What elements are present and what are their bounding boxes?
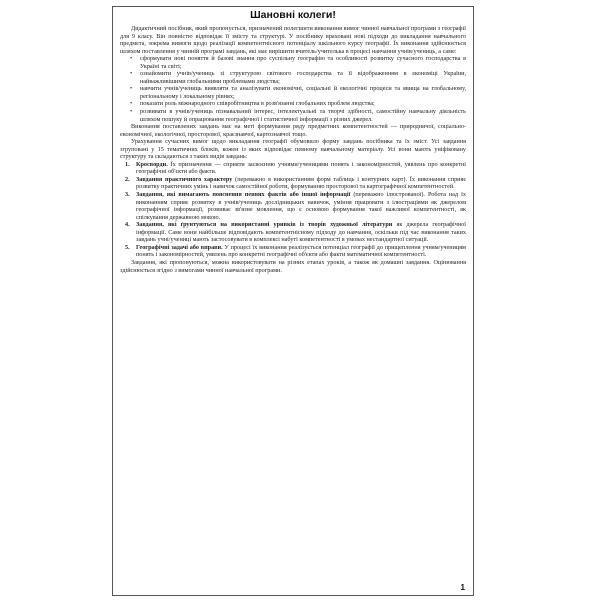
item-number: 1. bbox=[125, 160, 130, 168]
page bbox=[112, 6, 474, 596]
item-body: як джерела географічної інформації. Саме вони найбільше відповідають компетентнісному підходу до навчання, оскільки під час виконання таких завдань учні/учениці мають застосовувати в комплексі набуті компетентності в умовах нестандартної ситуації. bbox=[136, 221, 466, 244]
item-heading: Завдання практичного характеру bbox=[136, 175, 233, 183]
list-item bbox=[125, 243, 466, 259]
item-heading: Географічні задачі або вправи. bbox=[136, 243, 223, 251]
goals-list bbox=[120, 55, 466, 123]
item-number: 2. bbox=[125, 175, 130, 183]
list-item bbox=[125, 221, 466, 244]
list-item bbox=[125, 160, 466, 176]
page-number: 1 bbox=[460, 583, 465, 592]
item-heading: Завдання, які ґрунтуються на використанні уривків із творів художньої літератури bbox=[136, 221, 393, 229]
list-item: • сформувати нові поняття й базові знання про суспільну географію та особливості розвитку сучасного господарства в Україні та світі; bbox=[140, 55, 466, 70]
item-body: (переважно в використанням форм таблиць і контурних карт). Їх виконання сприяє розвитку практичних умінь і навичок самостійної роботи, формуванню просторової та картографічної компетентностей. bbox=[136, 175, 466, 191]
list-item: • показати роль міжнародного співробітництва в розв'язанні глобальних проблем людства; bbox=[140, 100, 466, 108]
item-number: 5. bbox=[125, 243, 130, 251]
page-title: Шановні колеги! bbox=[250, 9, 336, 21]
item-body: Їх призначення — сприяти засвоєнню учнями/ученицями понять і закономірностей, уявлень про конкретні географічні об'єкти або факти. bbox=[136, 160, 466, 176]
list-item: • навчити учнів/учениць виявляти та аналізувати економічні, соціальні й екологічні процеси та явища на глобальному, регіональному і локальному рівнях; bbox=[140, 85, 466, 100]
structure-paragraph: Урахування сучасних вимог щодо викладання географії обумовило форму завдань посібника та їх зміст. Усі завдання згруповані у 15 тематичних блоків, кожен із яких відповідає певному навчальному матеріалу. Усі вони мають уніфіковану структуру та складаються з таких видів завдань: bbox=[120, 138, 466, 161]
list-item bbox=[125, 175, 466, 191]
item-heading: Завдання, які вимагають пояснення певних фактів або іншої інформації bbox=[136, 191, 351, 199]
item-body: (переважно ілюстрованої). Робота над їх виконанням сприяє розвитку в учнів/учениць дослідницьких навичок, уміння працювати з ілюстраціями як джерелом географічної інформації, розвиває зв'язне мовлення, що є основою формування такої важливої компетентності, як спілкування державною мовою. bbox=[136, 191, 466, 221]
intro-paragraph: Дидактичний посібник, який пропонується, призначений полегшити виконання вимог чинної навчальної програми з географії для 9 класу. Він повністю відповідає її змісту та структурі. У посібнику враховані нові підходи до викладання навчального предмета, зокрема вимоги щодо реалізації компетентнісного потенціалу шкільного курсу географії. Їх виконання здійснюється шляхом поставлення у чинній програмі завдань, які має вирішити вчитель/учителька в процесі навчання учнів/учениць, а саме: bbox=[120, 25, 466, 55]
item-number: 4. bbox=[125, 221, 130, 229]
item-body: У процесі їх виконання реалізується потенціал географії до прищеплення учням/ученицям понять і закономірностей, уявлень про конкретні географічні об'єкти або факти математичної компетентності. bbox=[136, 243, 466, 259]
item-number: 3. bbox=[125, 191, 130, 199]
list-item: • розвивати в учнів/учениць пізнавальний інтерес, інтелектуальні та творчі здібності, самостійну навчальну діяльність шляхом пошуку й опрацювання географічної і статистичної інформації з різних джерел. bbox=[140, 108, 466, 123]
list-item: • ознайомити учнів/учениць зі структурою світового господарства та її відображенням в економіці України, найважливішими глобальними проблемами людства; bbox=[140, 70, 466, 85]
task-types-list bbox=[120, 161, 466, 259]
body-text bbox=[120, 25, 466, 274]
item-heading: Кросворди. bbox=[136, 160, 168, 168]
list-item bbox=[125, 191, 466, 221]
competences-paragraph: Виконання поставлених завдань має на меті формування ряду предметних компетентностей — природничої, соціально-економічної, екологічної, просторової, краєзнавчої, картознавчої тощо. bbox=[120, 123, 466, 138]
closing-paragraph: Завдання, які пропонуються, можна використовувати на різних етапах уроків, а також як домашні завдання. Оцінювання здійснюється згідно з вимогами чинної навчальної програми. bbox=[120, 258, 466, 274]
